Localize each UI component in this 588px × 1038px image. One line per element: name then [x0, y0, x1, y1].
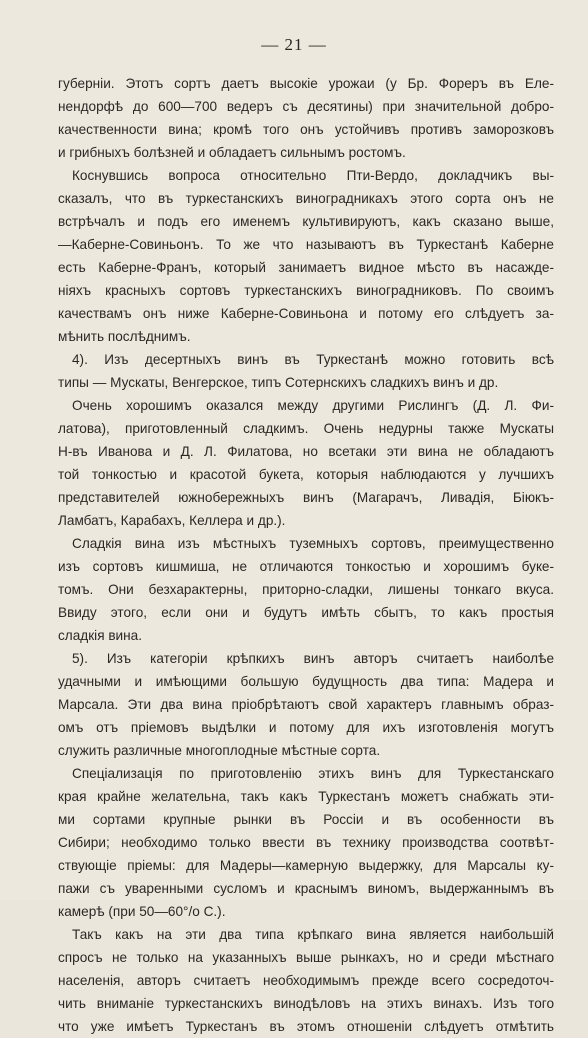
text-line: омъ отъ пріемовъ выдѣлки и потому для ихъ изготовленія могутъ — [58, 720, 554, 735]
text-line: ніяхъ красныхъ сортовъ туркестанскихъ виноградниковъ. По своимъ — [58, 283, 554, 298]
text-line: представителей южнобережныхъ винъ (Магарачъ, Ливадія, Бiюкъ- — [58, 490, 554, 505]
text-line: Марсала. Эти два вина пріобрѣтаютъ свой характеръ главнымъ образ- — [58, 697, 554, 712]
text-line: края крайне желательна, такъ какъ Туркестанъ можетъ снабжать эти- — [58, 789, 554, 804]
text-line: населенія, авторъ считаетъ необходимымъ прежде всего сосредоточ- — [58, 973, 554, 988]
text-line: ми сортами крупные рынки въ Россіи и въ особенности въ — [58, 812, 554, 827]
text-line: Коснувшись вопроса относительно Пти-Вердо, докладчикъ вы- — [72, 168, 554, 183]
text-line: что уже имѣетъ Туркестанъ въ этомъ отношеніи слѣдуетъ отмѣтить — [58, 1019, 554, 1034]
text-line: типы — Мускаты, Венгерское, типъ Сотернскихъ сладкихъ винъ и др. — [58, 375, 499, 390]
text-line: и грибныхъ болѣзней и обладаетъ сильнымъ ростомъ. — [58, 145, 406, 160]
text-line: той тонкостью и красотой букета, которыя наблюдаются у лучшихъ — [58, 467, 554, 482]
text-line: мѣнить послѣднимъ. — [58, 329, 191, 344]
text-line: —Каберне-Совиньонъ. То же что называютъ въ Туркестанѣ Каберне — [58, 237, 554, 252]
text-line: Сладкія вина изъ мѣстныхъ туземныхъ сортовъ, преимущественно — [72, 536, 554, 551]
text-line: нендорфѣ до 600—700 ведеръ съ десятины) при значительной добро- — [58, 99, 554, 114]
text-line: Спеціализація по приготовленію этихъ винъ для Туркестанскаго — [72, 766, 554, 781]
text-line: изъ сортовъ кишмиша, не отличаются тонкостью и хорошимъ букe- — [58, 559, 554, 574]
text-line: Такъ какъ на эти два типа крѣпкаго вина является наибольшій — [72, 927, 554, 942]
text-line: встрѣчалъ и подъ его именемъ культивируютъ, какъ сказано выше, — [58, 214, 554, 229]
text-line: качественности вина; кромѣ того онъ устойчивъ противъ заморозковъ — [58, 122, 554, 137]
text-line: спросъ не только на указанныхъ выше рынкахъ, но и среди мѣстнаго — [58, 950, 554, 965]
body-text — [58, 72, 554, 1038]
text-line: томъ. Они безхарактерны, приторно-сладки, лишены тонкаго вкуса. — [58, 582, 554, 597]
text-line: 4). Изъ десертныхъ винъ въ Туркестанѣ можно готовить всѣ — [72, 352, 554, 367]
text-line: Ламбатъ, Карабахъ, Келлера и др.). — [58, 513, 286, 528]
text-line: Очень хорошимъ оказался между другими Рислингъ (Д. Л. Фи- — [72, 398, 554, 413]
text-line: Н-въ Иванова и Д. Л. Филатова, но всетаки эти вина не обладаютъ — [58, 444, 554, 459]
text-line: ствующіе пріемы: для Мадеры—камерную выдержку, для Марсалы ку- — [58, 858, 554, 873]
text-line: сладкія вина. — [58, 628, 142, 643]
text-line: Сибири; необходимо только ввести въ технику производства соотвѣт- — [58, 835, 554, 850]
text-line: сказалъ, что въ туркестанскихъ виноградникахъ этого сорта онъ не — [58, 191, 554, 206]
text-line: губерніи. Этотъ сортъ даетъ высокіе урожаи (у Бр. Фореръ въ Еле- — [58, 76, 554, 91]
text-line: пажи съ уваренными сусломъ и краснымъ виномъ, выдержаннымъ въ — [58, 881, 554, 896]
text-line: удачными и имѣющими большую будущность два типа: Мадера и — [58, 674, 554, 689]
text-line: служить различные многоплодные мѣстные сорта. — [58, 743, 381, 758]
text-line: качествамъ онъ ниже Каберне-Совиньона и потому его слѣдуетъ за- — [58, 306, 554, 321]
text-line: камерѣ (при 50—60°/о С.). — [58, 904, 226, 919]
text-line: латова), приготовленный сладкимъ. Очень недурны также Мускаты — [58, 421, 554, 436]
text-line: Ввиду этого, если они и будутъ имѣть сбытъ, то какъ простыя — [58, 605, 554, 620]
text-line: чить вниманіе туркестанскихъ винодѣловъ на этихъ винахъ. Изъ того — [58, 996, 554, 1011]
text-line: 5). Изъ категоріи крѣпкихъ винъ авторъ считаетъ наиболѣе — [72, 651, 554, 666]
text-line: есть Каберне-Франъ, который занимаетъ видное мѣсто въ насажде- — [58, 260, 554, 275]
page-number: — 21 — — [261, 35, 327, 54]
